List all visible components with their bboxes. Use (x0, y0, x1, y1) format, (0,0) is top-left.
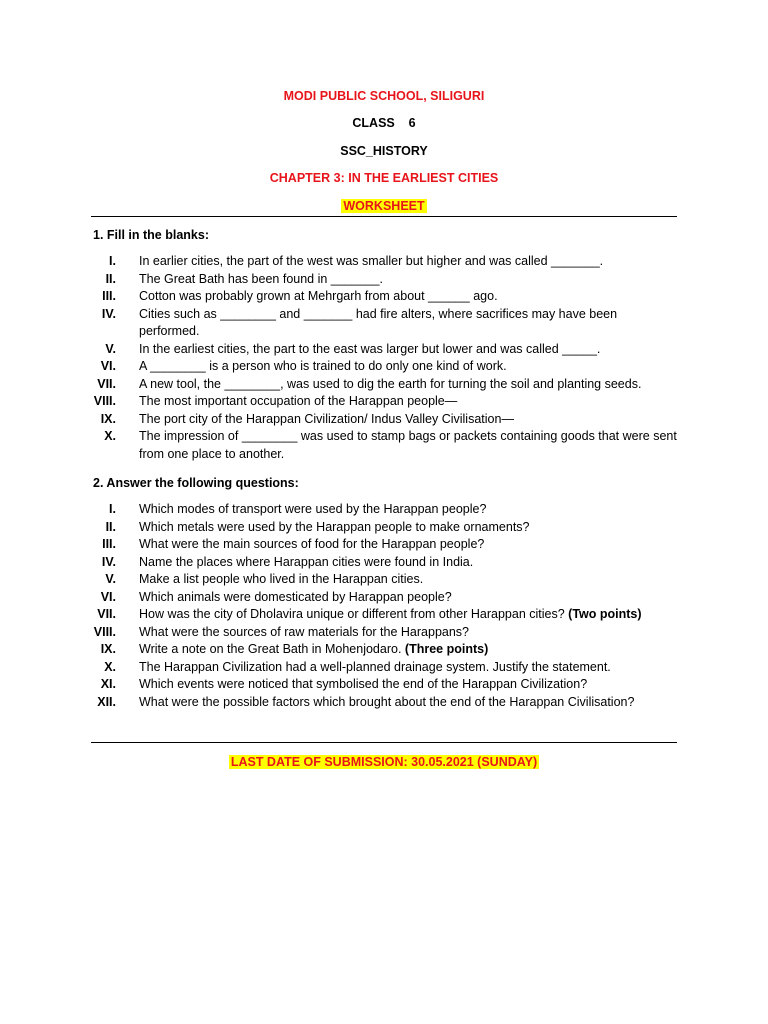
item-text (139, 589, 680, 607)
list-item (70, 501, 680, 519)
item-text-main: In earlier cities, the part of the west was smaller but higher and was called _______. (139, 254, 604, 268)
list-item (70, 341, 680, 359)
item-number: I. (109, 502, 116, 516)
item-number: V. (105, 341, 116, 356)
list-item (70, 624, 680, 642)
item-number: V. (105, 572, 116, 586)
item-text (139, 288, 680, 306)
item-number: II. (105, 519, 116, 534)
item-number: IV. (101, 306, 116, 321)
list-item (70, 606, 680, 624)
item-text (139, 411, 680, 429)
item-text-main: Make a list people who lived in the Harappan cities. (139, 572, 424, 586)
item-text-main: Write a note on the Great Bath in Mohenjodaro. (139, 642, 402, 656)
item-text (139, 536, 680, 554)
item-text (139, 341, 680, 359)
item-text (139, 676, 680, 694)
list-item (70, 519, 680, 537)
item-text (139, 306, 680, 341)
item-number: I. (109, 254, 116, 268)
item-text-emphasis: (Three points) (404, 642, 489, 656)
list-item (70, 428, 680, 463)
list-item (70, 271, 680, 289)
item-text (139, 641, 680, 659)
item-number: VIII. (93, 394, 116, 408)
item-text (139, 519, 680, 537)
item-text-main: How was the city of Dholavira unique or different from other Harappan cities? (139, 607, 565, 621)
item-text-main: The port city of the Harappan Civilization/ Indus Valley Civilisation— (139, 411, 514, 426)
item-number: VII. (97, 376, 116, 391)
item-text-main: A new tool, the ________, was used to dig the earth for turning the soil and planting seeds. (139, 376, 642, 391)
item-text (139, 393, 680, 411)
list-item (70, 554, 680, 572)
list-item (70, 659, 680, 677)
list-item (70, 536, 680, 554)
item-text-main: What were the possible factors which brought about the end of the Harappan Civilisation? (139, 694, 635, 709)
section1-title: 1. Fill in the blanks: (93, 228, 209, 242)
item-text (139, 358, 680, 376)
deadline-wrap (0, 754, 768, 770)
item-text-main: What were the main sources of food for the Harappan people? (139, 537, 485, 551)
item-text (139, 694, 680, 712)
item-number: IX. (100, 642, 116, 656)
item-text-main: Which modes of transport were used by the Harappan people? (139, 502, 487, 516)
item-text-main: The Harappan Civilization had a well-planned drainage system. Justify the statement. (139, 659, 611, 674)
fill-blanks-list (70, 253, 680, 463)
item-text-main: A ________ is a person who is trained to do only one kind of work. (139, 359, 507, 373)
chapter-title: CHAPTER 3: IN THE EARLIEST CITIES (269, 171, 499, 185)
item-number: VII. (97, 607, 116, 621)
item-text-main: The most important occupation of the Harappan people— (139, 394, 458, 408)
item-text-main: Cities such as ________ and _______ had fire alters, where sacrifices may have been performed. (139, 306, 618, 338)
item-text-main: Which metals were used by the Harappan people to make ornaments? (139, 519, 530, 534)
item-text (139, 376, 680, 394)
item-text (139, 554, 680, 572)
questions-list (70, 501, 680, 711)
school-name: MODI PUBLIC SCHOOL, SILIGURI (283, 89, 485, 103)
item-number: VI. (100, 359, 116, 373)
item-number: III. (102, 289, 116, 303)
item-number: X. (104, 429, 116, 443)
class-label: CLASS 6 (352, 116, 416, 130)
item-number: II. (105, 271, 116, 286)
list-item (70, 411, 680, 429)
item-text-main: What were the sources of raw materials for the Harappans? (139, 624, 470, 639)
item-number: III. (102, 537, 116, 551)
item-text-main: The Great Bath has been found in _______. (139, 271, 383, 286)
list-item (70, 288, 680, 306)
item-number: X. (104, 659, 116, 674)
item-text-emphasis: (Two points) (568, 607, 642, 621)
section2-title: 2. Answer the following questions: (93, 476, 299, 490)
item-number: VI. (100, 589, 116, 604)
item-text (139, 271, 680, 289)
item-text-main: Which animals were domesticated by Harappan people? (139, 589, 452, 604)
item-text (139, 659, 680, 677)
list-item (70, 358, 680, 376)
list-item (70, 694, 680, 712)
item-text (139, 501, 680, 519)
item-text-main: In the earliest cities, the part to the east was larger but lower and was called _____. (139, 341, 601, 356)
item-text (139, 606, 680, 624)
list-item (70, 393, 680, 411)
list-item (70, 676, 680, 694)
item-number: IX. (100, 411, 116, 426)
item-text (139, 253, 680, 271)
item-text-main: Name the places where Harappan cities were found in India. (139, 554, 474, 569)
worksheet-title-wrap (0, 198, 768, 214)
list-item (70, 589, 680, 607)
item-text-main: The impression of ________ was used to stamp bags or packets containing goods that were sent from one place to another. (139, 429, 677, 461)
item-text-main: Cotton was probably grown at Mehrgarh from about ______ ago. (139, 289, 498, 303)
item-number: XI. (100, 677, 116, 691)
item-number: VIII. (93, 624, 116, 639)
item-number: IV. (101, 554, 116, 569)
item-text (139, 571, 680, 589)
item-text (139, 624, 680, 642)
list-item (70, 306, 680, 341)
item-text-main: Which events were noticed that symbolised the end of the Harappan Civilization? (139, 677, 588, 691)
subject-label: SSC_HISTORY (340, 144, 428, 158)
list-item (70, 253, 680, 271)
list-item (70, 376, 680, 394)
item-number: XII. (97, 694, 116, 709)
top-divider (91, 216, 677, 217)
list-item (70, 641, 680, 659)
worksheet-title: WORKSHEET (343, 199, 425, 213)
bottom-divider (91, 742, 677, 743)
item-text (139, 428, 680, 463)
submission-deadline: LAST DATE OF SUBMISSION: 30.05.2021 (SUNDAY) (230, 755, 538, 769)
list-item (70, 571, 680, 589)
